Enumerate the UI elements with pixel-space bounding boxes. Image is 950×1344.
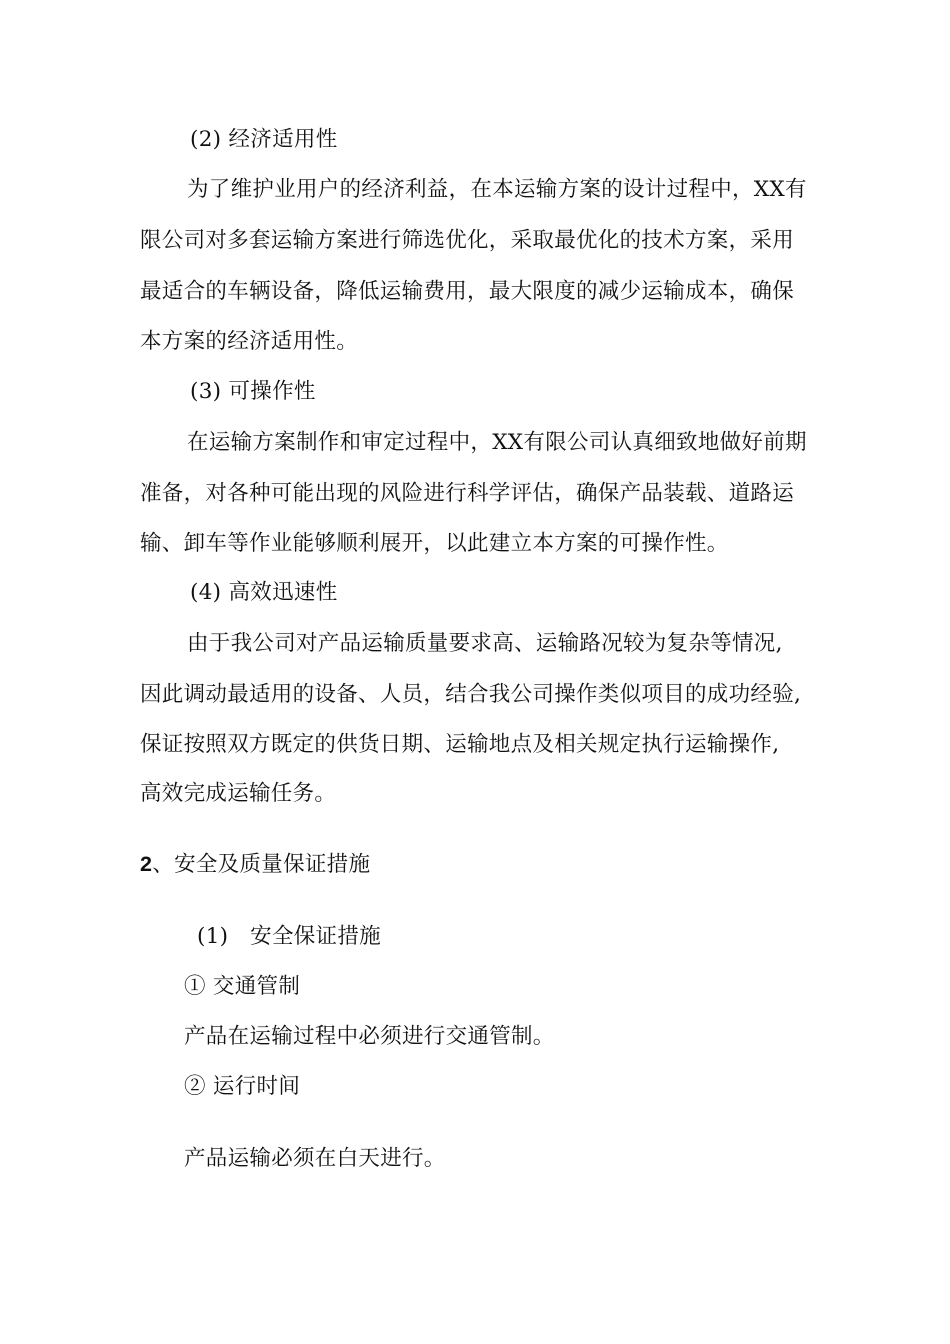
paragraph-line: 最适合的车辆设备，降低运输费用，最大限度的减少运输成本，确保 (140, 279, 795, 304)
section-number: 2 (140, 852, 153, 876)
item-text: 产品在运输过程中必须进行交通管制。 (184, 1024, 555, 1049)
section-heading-text: 、安全及质量保证措施 (152, 852, 371, 877)
subsection-title-economic-applicability: (2) 经济适用性 (190, 127, 338, 152)
paragraph-line: 保证按照双方既定的供货日期、运输地点及相关规定执行运输操作, (140, 732, 780, 757)
item-text: 产品运输必须在白天进行。 (184, 1146, 446, 1171)
paragraph-line: 限公司对多套运输方案进行筛选优化，采取最优化的技术方案，采用 (140, 228, 795, 253)
paragraph-line: 为了维护业用户的经济利益，在本运输方案的设计过程中，XX有 (187, 177, 807, 202)
paragraph-line: 输、卸车等作业能够顺利展开，以此建立本方案的可操作性。 (140, 531, 729, 556)
paragraph-line: 在运输方案制作和审定过程中，XX有限公司认真细致地做好前期 (187, 430, 807, 455)
subsection-title-operability: (3) 可操作性 (190, 379, 316, 404)
item-title-operating-time: ② 运行时间 (184, 1074, 301, 1099)
paragraph-line: 准备，对各种可能出现的风险进行科学评估，确保产品装载、道路运 (140, 481, 795, 506)
paragraph-line: 因此调动最适用的设备、人员，结合我公司操作类似项目的成功经验, (140, 682, 802, 707)
subsection-title-efficiency: (4) 高效迅速性 (190, 580, 338, 605)
paragraph-line: 由于我公司对产品运输质量要求高、运输路况较为复杂等情况, (187, 631, 783, 656)
subsection-title-safety-measures: (1) 安全保证措施 (197, 924, 381, 949)
paragraph-line: 高效完成运输任务。 (140, 781, 337, 806)
section-heading-safety-quality (140, 851, 370, 878)
paragraph-line: 本方案的经济适用性。 (140, 329, 359, 354)
item-title-traffic-control: ① 交通管制 (184, 974, 301, 999)
